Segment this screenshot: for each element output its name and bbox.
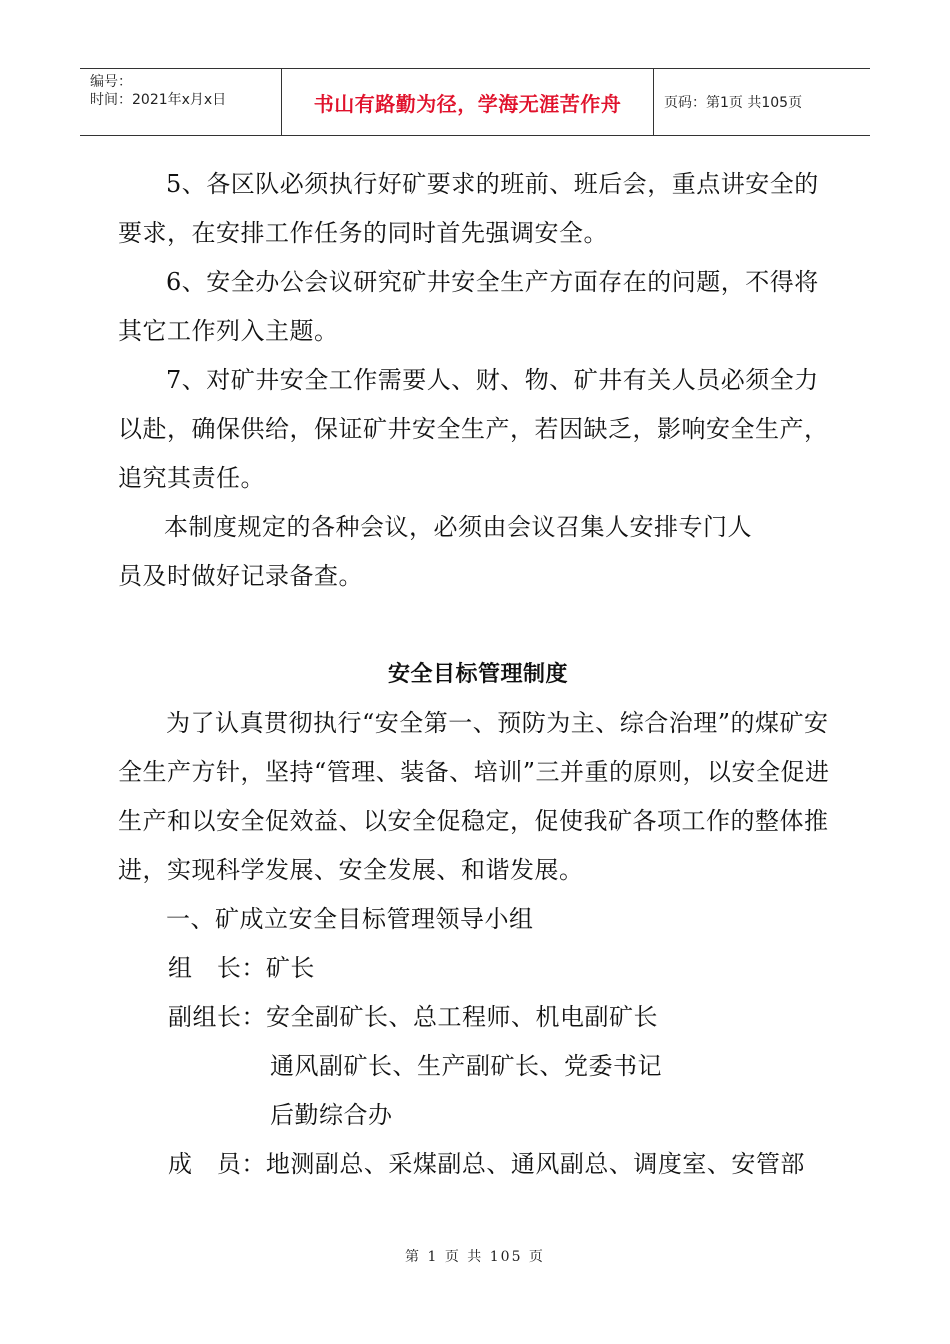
closing-note-line-1: 本制度规定的各种会议，必须由会议召集人安排专门人 — [164, 513, 752, 541]
deputy-line-1: 副组长：安全副矿长、总工程师、机电副矿长 — [168, 1003, 658, 1031]
closing-note-line-2: 员及时做好记录备查。 — [118, 562, 363, 590]
deputy-line-3: 后勤综合办 — [270, 1101, 393, 1129]
section-title: 安全目标管理制度 — [387, 662, 568, 687]
header-motto: 书山有路勤为径，学海无涯苦作舟 — [282, 69, 654, 135]
page-footer: 第 1 页 共 105 页 — [405, 1249, 545, 1265]
member-line: 成 员：地测副总、采煤副总、通风副总、调度室、安管部 — [168, 1150, 805, 1178]
header-page-info: 页码：第1页 共105页 — [664, 95, 803, 111]
paragraph-item-5: 5、各区队必须执行好矿要求的班前、班后会，重点讲安全的要求，在安排工作任务的同时首先强调安全。 — [118, 170, 819, 247]
document-date-label: 时间：2021年x月x日 — [90, 92, 227, 108]
document-header — [80, 68, 870, 136]
leader-line: 组 长：矿长 — [168, 954, 315, 982]
group-heading: 一、矿成立安全目标管理领导小组 — [166, 905, 534, 933]
header-meta-cell — [80, 69, 282, 135]
document-body — [118, 160, 838, 1189]
paragraph-item-6: 6、安全办公会议研究矿井安全生产方面存在的问题，不得将其它工作列入主题。 — [118, 268, 819, 345]
intro-paragraph: 为了认真贯彻执行“安全第一、预防为主、综合治理”的煤矿安全生产方针，坚持“管理、装备、培训”三并重的原则，以安全促进生产和以安全促效益、以安全促稳定，促使我矿各项工作的整体推进，实现科学发展、安全发展、和谐发展。 — [118, 709, 830, 884]
document-number-label: 编号： — [90, 74, 132, 90]
deputy-line-2: 通风副矿长、生产副矿长、党委书记 — [270, 1052, 662, 1080]
paragraph-item-7: 7、对矿井安全工作需要人、财、物、矿井有关人员必须全力以赴，确保供给，保证矿井安全生产，若因缺乏，影响安全生产，追究其责任。 — [118, 366, 829, 492]
